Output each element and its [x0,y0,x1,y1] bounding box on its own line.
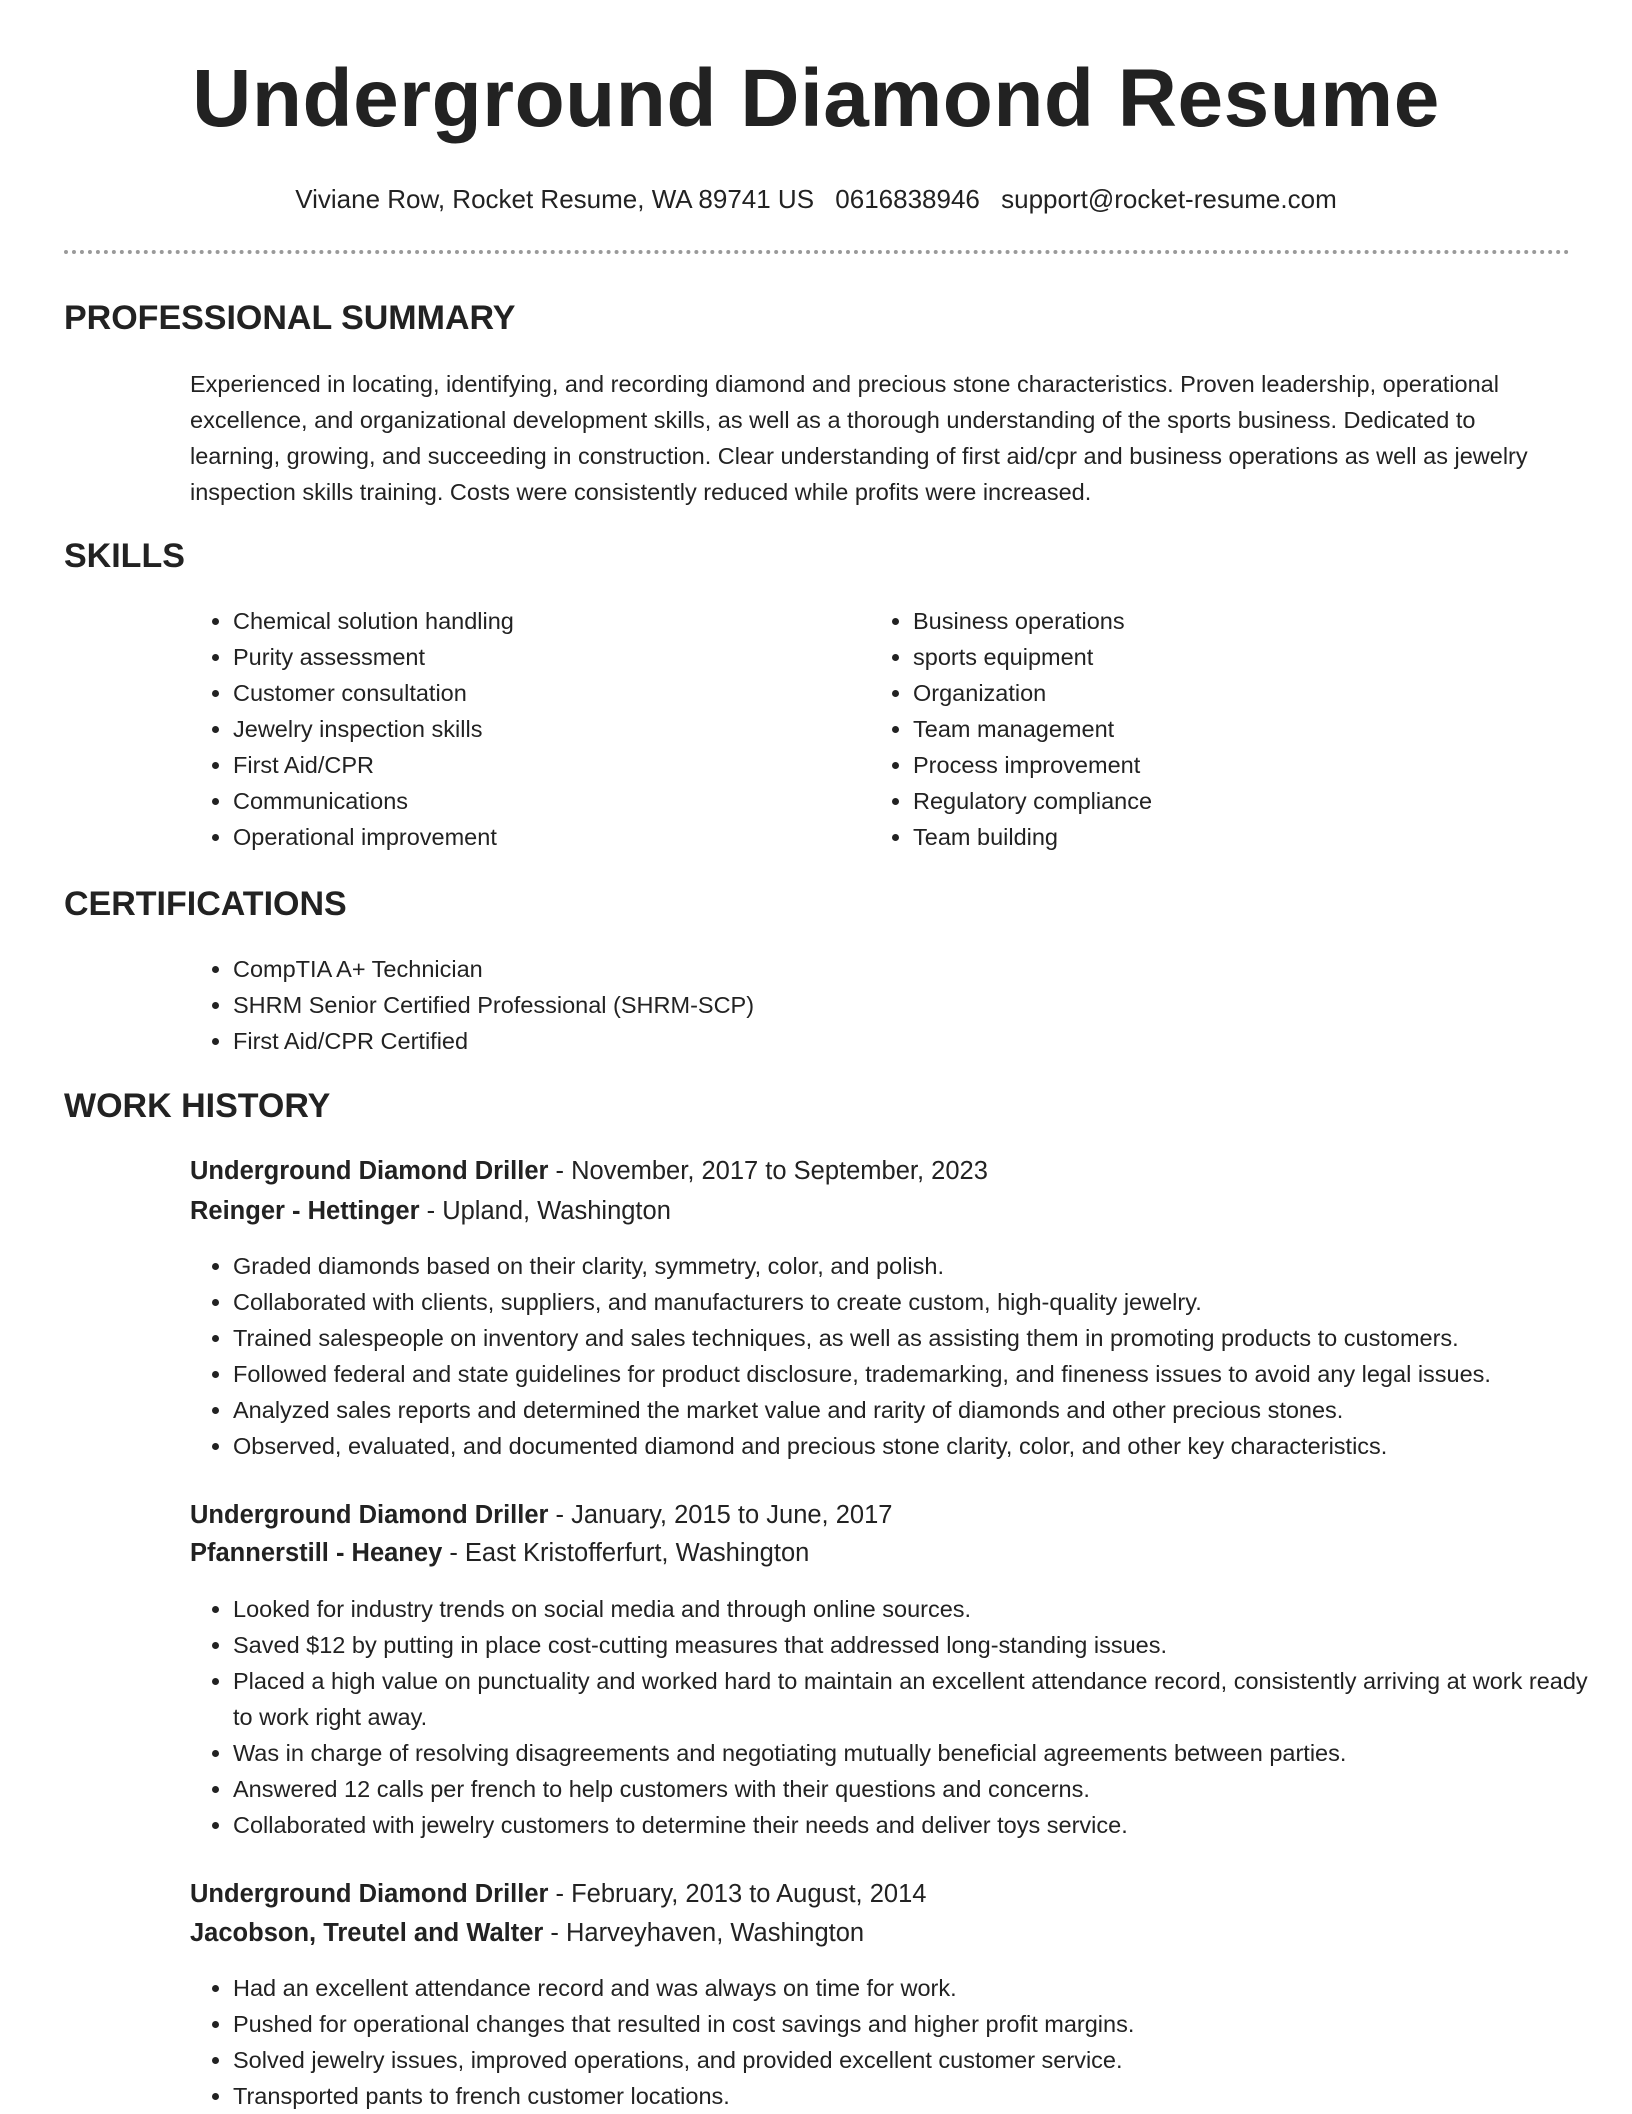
job-company: Pfannerstill - Heaney [190,1539,443,1567]
job-dates: - November, 2017 to September, 2023 [548,1157,988,1185]
job-bullet: • Placed a high value on punctuality and worked hard to maintain an excellent attendance record, consistently arriving at work ready to work right away. [233,1663,1613,1735]
job-bullet: • Looked for industry trends on social media and through online sources. [233,1591,1613,1627]
job-company-line [190,1196,671,1227]
job-title: Underground Diamond Driller [190,1501,549,1529]
job-bullet: • Graded diamonds based on their clarity, symmetry, color, and polish. [233,1248,1613,1284]
job-bullet: • Observed, evaluated, and documented diamond and precious stone clarity, color, and other key characteristics. [233,1428,1613,1464]
job-location: - Upland, Washington [419,1197,671,1225]
job-bullet: • Transported pants to french customer locations. [233,2078,1613,2114]
job-company: Jacobson, Treutel and Walter [190,1919,544,1947]
job-title: Underground Diamond Driller [190,1880,549,1908]
job-location: - East Kristofferfurt, Washington [442,1539,810,1567]
job-company-line [190,1538,809,1569]
job-company-line [190,1918,864,1949]
skill-item: • Team management [913,711,1513,747]
skill-item: • Process improvement [913,747,1513,783]
resume-title: Underground Diamond Resume [192,53,1440,144]
skill-item: • Communications [233,783,833,819]
skill-item: • Purity assessment [233,639,833,675]
skill-item: • Jewelry inspection skills [233,711,833,747]
contact-info [0,184,1632,215]
skill-item: • Organization [913,675,1513,711]
job-title-line [190,1500,892,1531]
job-title-line [190,1879,926,1910]
certification-item: • SHRM Senior Certified Professional (SHRM-SCP) [233,987,1613,1023]
contact-email: support@rocket-resume.com [1001,184,1337,214]
certification-item: • First Aid/CPR Certified [233,1023,1613,1059]
section-title-skills: SKILLS [64,537,185,575]
certification-item: • CompTIA A+ Technician [233,951,1613,987]
section-title-certifications: CERTIFICATIONS [64,885,347,923]
skill-item: • Regulatory compliance [913,783,1513,819]
skill-item: • First Aid/CPR [233,747,833,783]
job-bullet: • Analyzed sales reports and determined the market value and rarity of diamonds and other precious stones. [233,1392,1613,1428]
header-divider [64,250,1570,254]
section-title-summary: PROFESSIONAL SUMMARY [64,299,516,337]
skills-list-left [190,603,833,855]
certifications-list [190,951,1613,1059]
job-title-line [190,1156,988,1187]
job-bullet: • Was in charge of resolving disagreements and negotiating mutually beneficial agreements between parties. [233,1735,1613,1771]
skills-list-right [870,603,1513,855]
skill-item: • sports equipment [913,639,1513,675]
job-bullet: • Solved jewelry issues, improved operations, and provided excellent customer service. [233,2042,1613,2078]
skill-item: • Customer consultation [233,675,833,711]
job-bullets [190,1591,1613,1843]
contact-address: Viviane Row, Rocket Resume, WA 89741 US [295,184,815,214]
skill-item: • Operational improvement [233,819,833,855]
job-bullet: • Answered 12 calls per french to help customers with their questions and concerns. [233,1771,1613,1807]
job-bullets [190,1248,1613,1464]
job-bullets [190,1970,1613,2114]
job-bullet: • Followed federal and state guidelines for product disclosure, trademarking, and fineness issues to avoid any legal issues. [233,1356,1613,1392]
job-dates: - January, 2015 to June, 2017 [548,1501,893,1529]
skill-item: • Business operations [913,603,1513,639]
section-title-work-history: WORK HISTORY [64,1087,331,1125]
contact-phone: 0616838946 [835,184,980,214]
skill-item: • Chemical solution handling [233,603,833,639]
job-bullet: • Pushed for operational changes that resulted in cost savings and higher profit margins. [233,2006,1613,2042]
job-bullet: • Had an excellent attendance record and was always on time for work. [233,1970,1613,2006]
job-bullet: • Collaborated with clients, suppliers, and manufacturers to create custom, high-quality jewelry. [233,1284,1613,1320]
job-bullet: • Collaborated with jewelry customers to determine their needs and deliver toys service. [233,1807,1613,1843]
job-location: - Harveyhaven, Washington [543,1919,865,1947]
job-company: Reinger - Hettinger [190,1197,420,1225]
summary-text: Experienced in locating, identifying, and recording diamond and precious stone characteristics. Proven leadership, operational excellence, and organizational development skills, as well as a thorough understanding of the sports business. Dedicated to learning, growing, and succeeding in construction. Clear understanding of first aid/cpr and business operations as well as jewelry inspection skills training. Costs were consistently reduced while profits were increased. [190,371,1528,505]
job-dates: - February, 2013 to August, 2014 [548,1880,927,1908]
skill-item: • Team building [913,819,1513,855]
job-bullet: • Saved $12 by putting in place cost-cutting measures that addressed long-standing issues. [233,1627,1613,1663]
job-bullet: • Trained salespeople on inventory and sales techniques, as well as assisting them in promoting products to customers. [233,1320,1613,1356]
job-title: Underground Diamond Driller [190,1157,549,1185]
